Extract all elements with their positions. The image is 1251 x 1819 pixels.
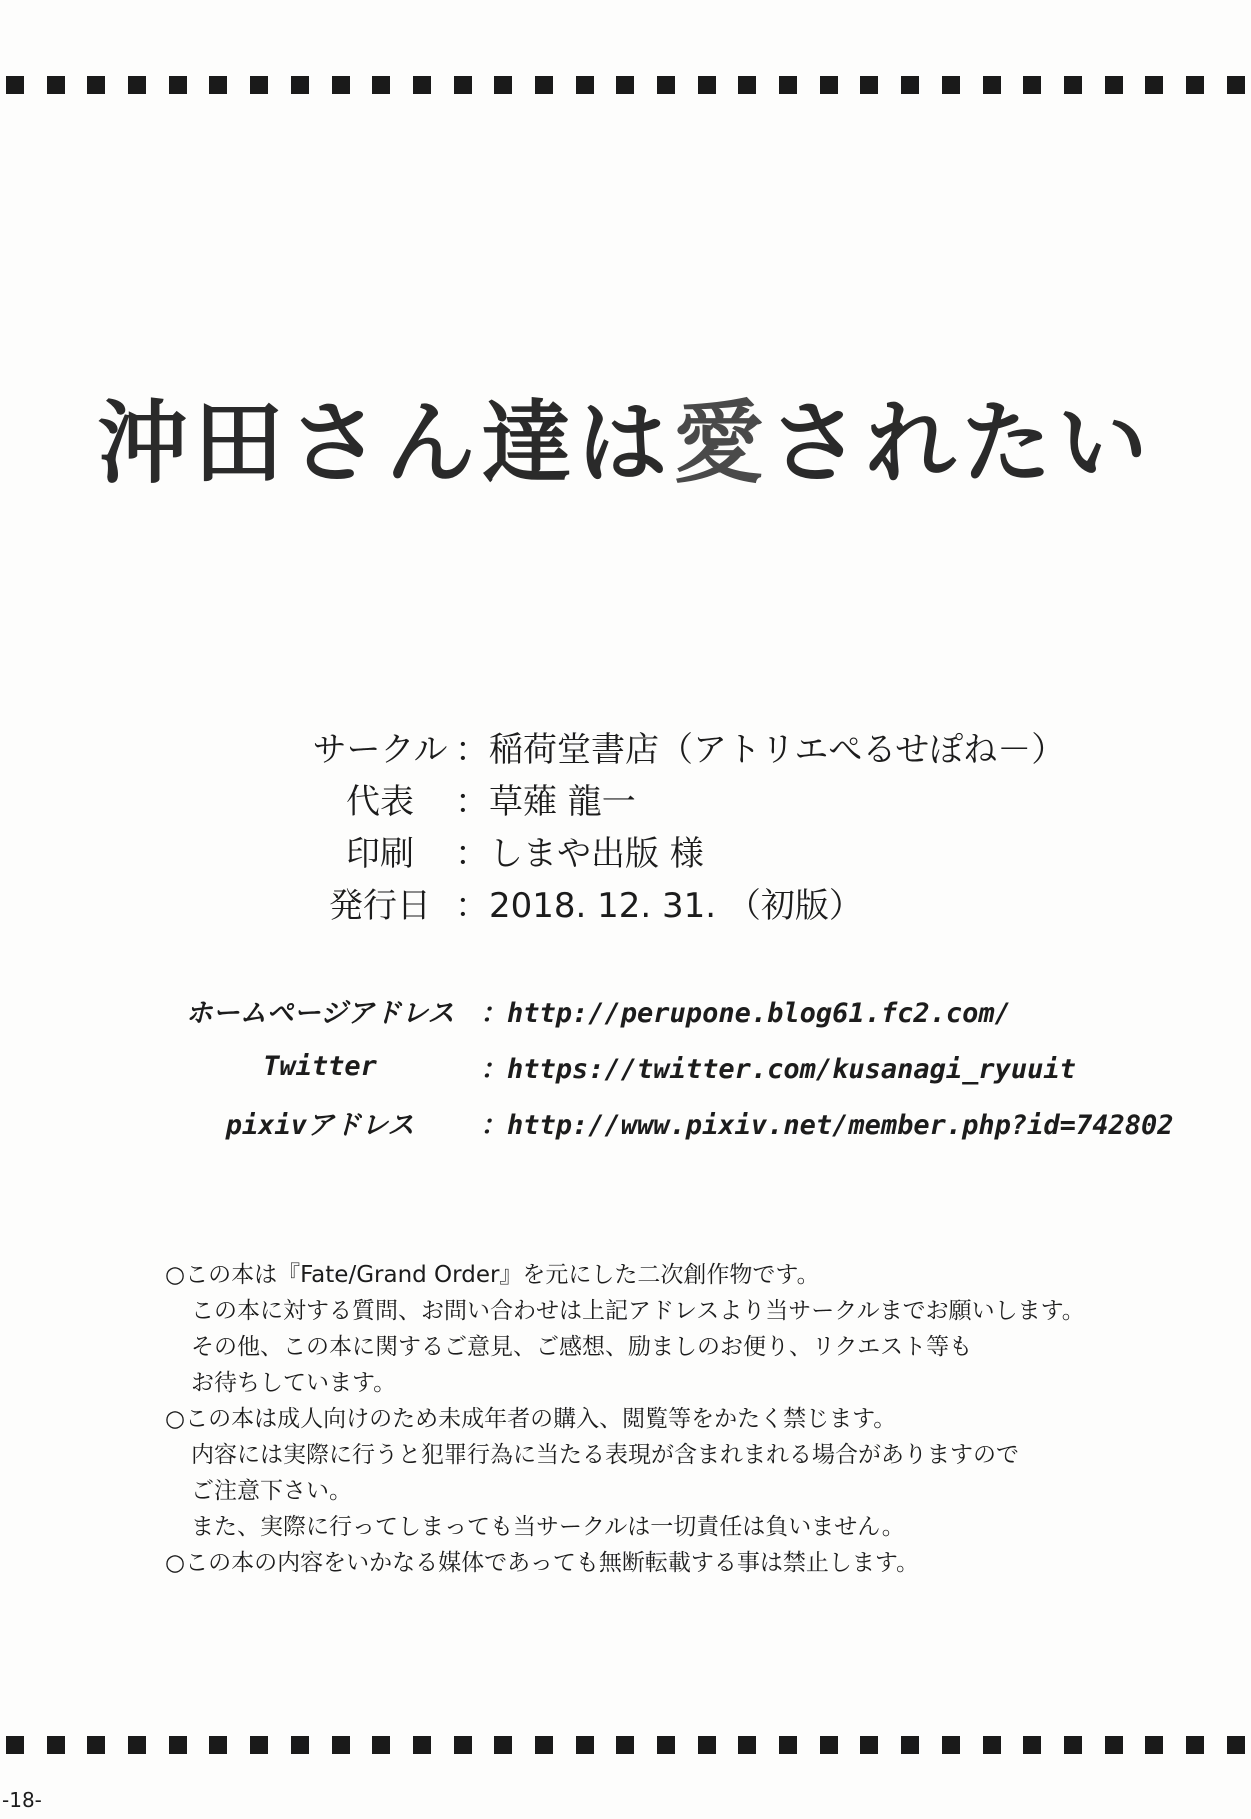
homepage-link[interactable]: ：http://perupone.blog61.fc2.com/: [480, 997, 1011, 1029]
border-square: [657, 1736, 675, 1754]
border-square: [860, 1736, 878, 1754]
top-border: [0, 76, 1251, 94]
notice-line: ○この本は成人向けのため未成年者の購入、閲覧等をかたく禁じます。: [165, 1406, 897, 1432]
border-square: [1227, 1736, 1245, 1754]
border-square: [1145, 1736, 1163, 1754]
border-square: [616, 1736, 634, 1754]
border-square: [535, 1736, 553, 1754]
border-square: [779, 76, 797, 94]
border-square: [454, 76, 472, 94]
border-square: [698, 76, 716, 94]
border-square: [1186, 76, 1204, 94]
title-part-2: されたい: [769, 391, 1154, 496]
border-square: [6, 76, 24, 94]
link-row-pixiv: [160, 1094, 1173, 1150]
border-square: [983, 76, 1001, 94]
border-square: [616, 76, 634, 94]
border-square: [535, 76, 553, 94]
border-square: [983, 1736, 1001, 1754]
book-title: [0, 370, 1251, 500]
page-number: -18-: [2, 1788, 42, 1812]
border-square: [128, 1736, 146, 1754]
link-label: Twitter: [263, 1050, 377, 1082]
border-square: [1227, 76, 1245, 94]
border-square: [1064, 76, 1082, 94]
info-row-printer: [305, 824, 1065, 876]
border-square: [1023, 76, 1041, 94]
info-value: ：2018. 12. 31. （初版）: [455, 885, 863, 926]
border-square: [87, 76, 105, 94]
notice-line: お待ちしています。: [191, 1370, 397, 1396]
border-square: [1145, 76, 1163, 94]
border-square: [209, 1736, 227, 1754]
border-square: [291, 1736, 309, 1754]
notice-text: [165, 1257, 1085, 1581]
info-value: ：稲荷堂書店（アトリエぺるせぽね－）: [455, 729, 1066, 770]
notice-line: この本に対する質問、お問い合わせは上記アドレスより当サークルまでお願いします。: [191, 1298, 1085, 1324]
pixiv-link[interactable]: ：http://www.pixiv.net/member.php?id=742802: [480, 1109, 1174, 1141]
border-square: [128, 76, 146, 94]
info-label: サークル: [312, 729, 448, 770]
notice-line: その他、この本に関するご意見、ご感想、励ましのお便り、リクエスト等も: [191, 1334, 973, 1360]
border-square: [169, 76, 187, 94]
border-square: [332, 76, 350, 94]
border-square: [779, 1736, 797, 1754]
info-label: 発行日: [329, 885, 431, 926]
link-label: ホームページアドレス: [185, 997, 455, 1029]
border-square: [1105, 1736, 1123, 1754]
border-square: [6, 1736, 24, 1754]
border-square: [494, 76, 512, 94]
border-square: [413, 76, 431, 94]
notice-line: 内容には実際に行うと犯罪行為に当たる表現が含まれまれる場合がありますので: [191, 1442, 1019, 1468]
title-part-1: 沖田さん達は: [97, 391, 674, 496]
border-square: [87, 1736, 105, 1754]
border-square: [494, 1736, 512, 1754]
border-square: [413, 1736, 431, 1754]
notice-line: ○この本の内容をいかなる媒体であっても無断転載する事は禁止します。: [165, 1550, 919, 1576]
border-square: [820, 1736, 838, 1754]
border-square: [1186, 1736, 1204, 1754]
border-square: [372, 76, 390, 94]
info-value: ：しまや出版 様: [455, 833, 704, 874]
info-row-date: [305, 876, 1065, 928]
info-row-circle: [305, 720, 1065, 772]
border-square: [860, 76, 878, 94]
border-square: [372, 1736, 390, 1754]
contact-links: [160, 982, 1173, 1150]
border-square: [901, 76, 919, 94]
border-square: [1064, 1736, 1082, 1754]
link-row-twitter: [160, 1038, 1173, 1094]
border-square: [942, 1736, 960, 1754]
border-square: [1023, 1736, 1041, 1754]
info-label: 代表: [346, 781, 414, 822]
border-square: [47, 76, 65, 94]
border-square: [169, 1736, 187, 1754]
border-square: [209, 76, 227, 94]
border-square: [657, 76, 675, 94]
twitter-link[interactable]: ：https://twitter.com/kusanagi_ryuuit: [480, 1053, 1076, 1085]
info-label: 印刷: [346, 833, 414, 874]
border-square: [1105, 76, 1123, 94]
notice-line: ○この本は『Fate/Grand Order』を元にした二次創作物です。: [165, 1262, 820, 1288]
link-row-homepage: [160, 982, 1173, 1038]
title-part-love: 愛: [673, 391, 770, 496]
info-value: ：草薙 龍一: [455, 781, 636, 822]
bottom-border: [0, 1736, 1251, 1754]
border-square: [291, 76, 309, 94]
border-square: [901, 1736, 919, 1754]
notice-line: また、実際に行ってしまっても当サークルは一切責任は負いません。: [191, 1514, 905, 1540]
border-square: [576, 1736, 594, 1754]
border-square: [738, 1736, 756, 1754]
border-square: [576, 76, 594, 94]
info-row-representative: [305, 772, 1065, 824]
border-square: [738, 76, 756, 94]
border-square: [332, 1736, 350, 1754]
link-label: pixivアドレス: [225, 1109, 415, 1141]
border-square: [942, 76, 960, 94]
border-square: [698, 1736, 716, 1754]
border-square: [250, 1736, 268, 1754]
notice-line: ご注意下さい。: [191, 1478, 352, 1504]
colophon-info: [305, 720, 1065, 928]
border-square: [47, 1736, 65, 1754]
border-square: [250, 76, 268, 94]
border-square: [454, 1736, 472, 1754]
border-square: [820, 76, 838, 94]
